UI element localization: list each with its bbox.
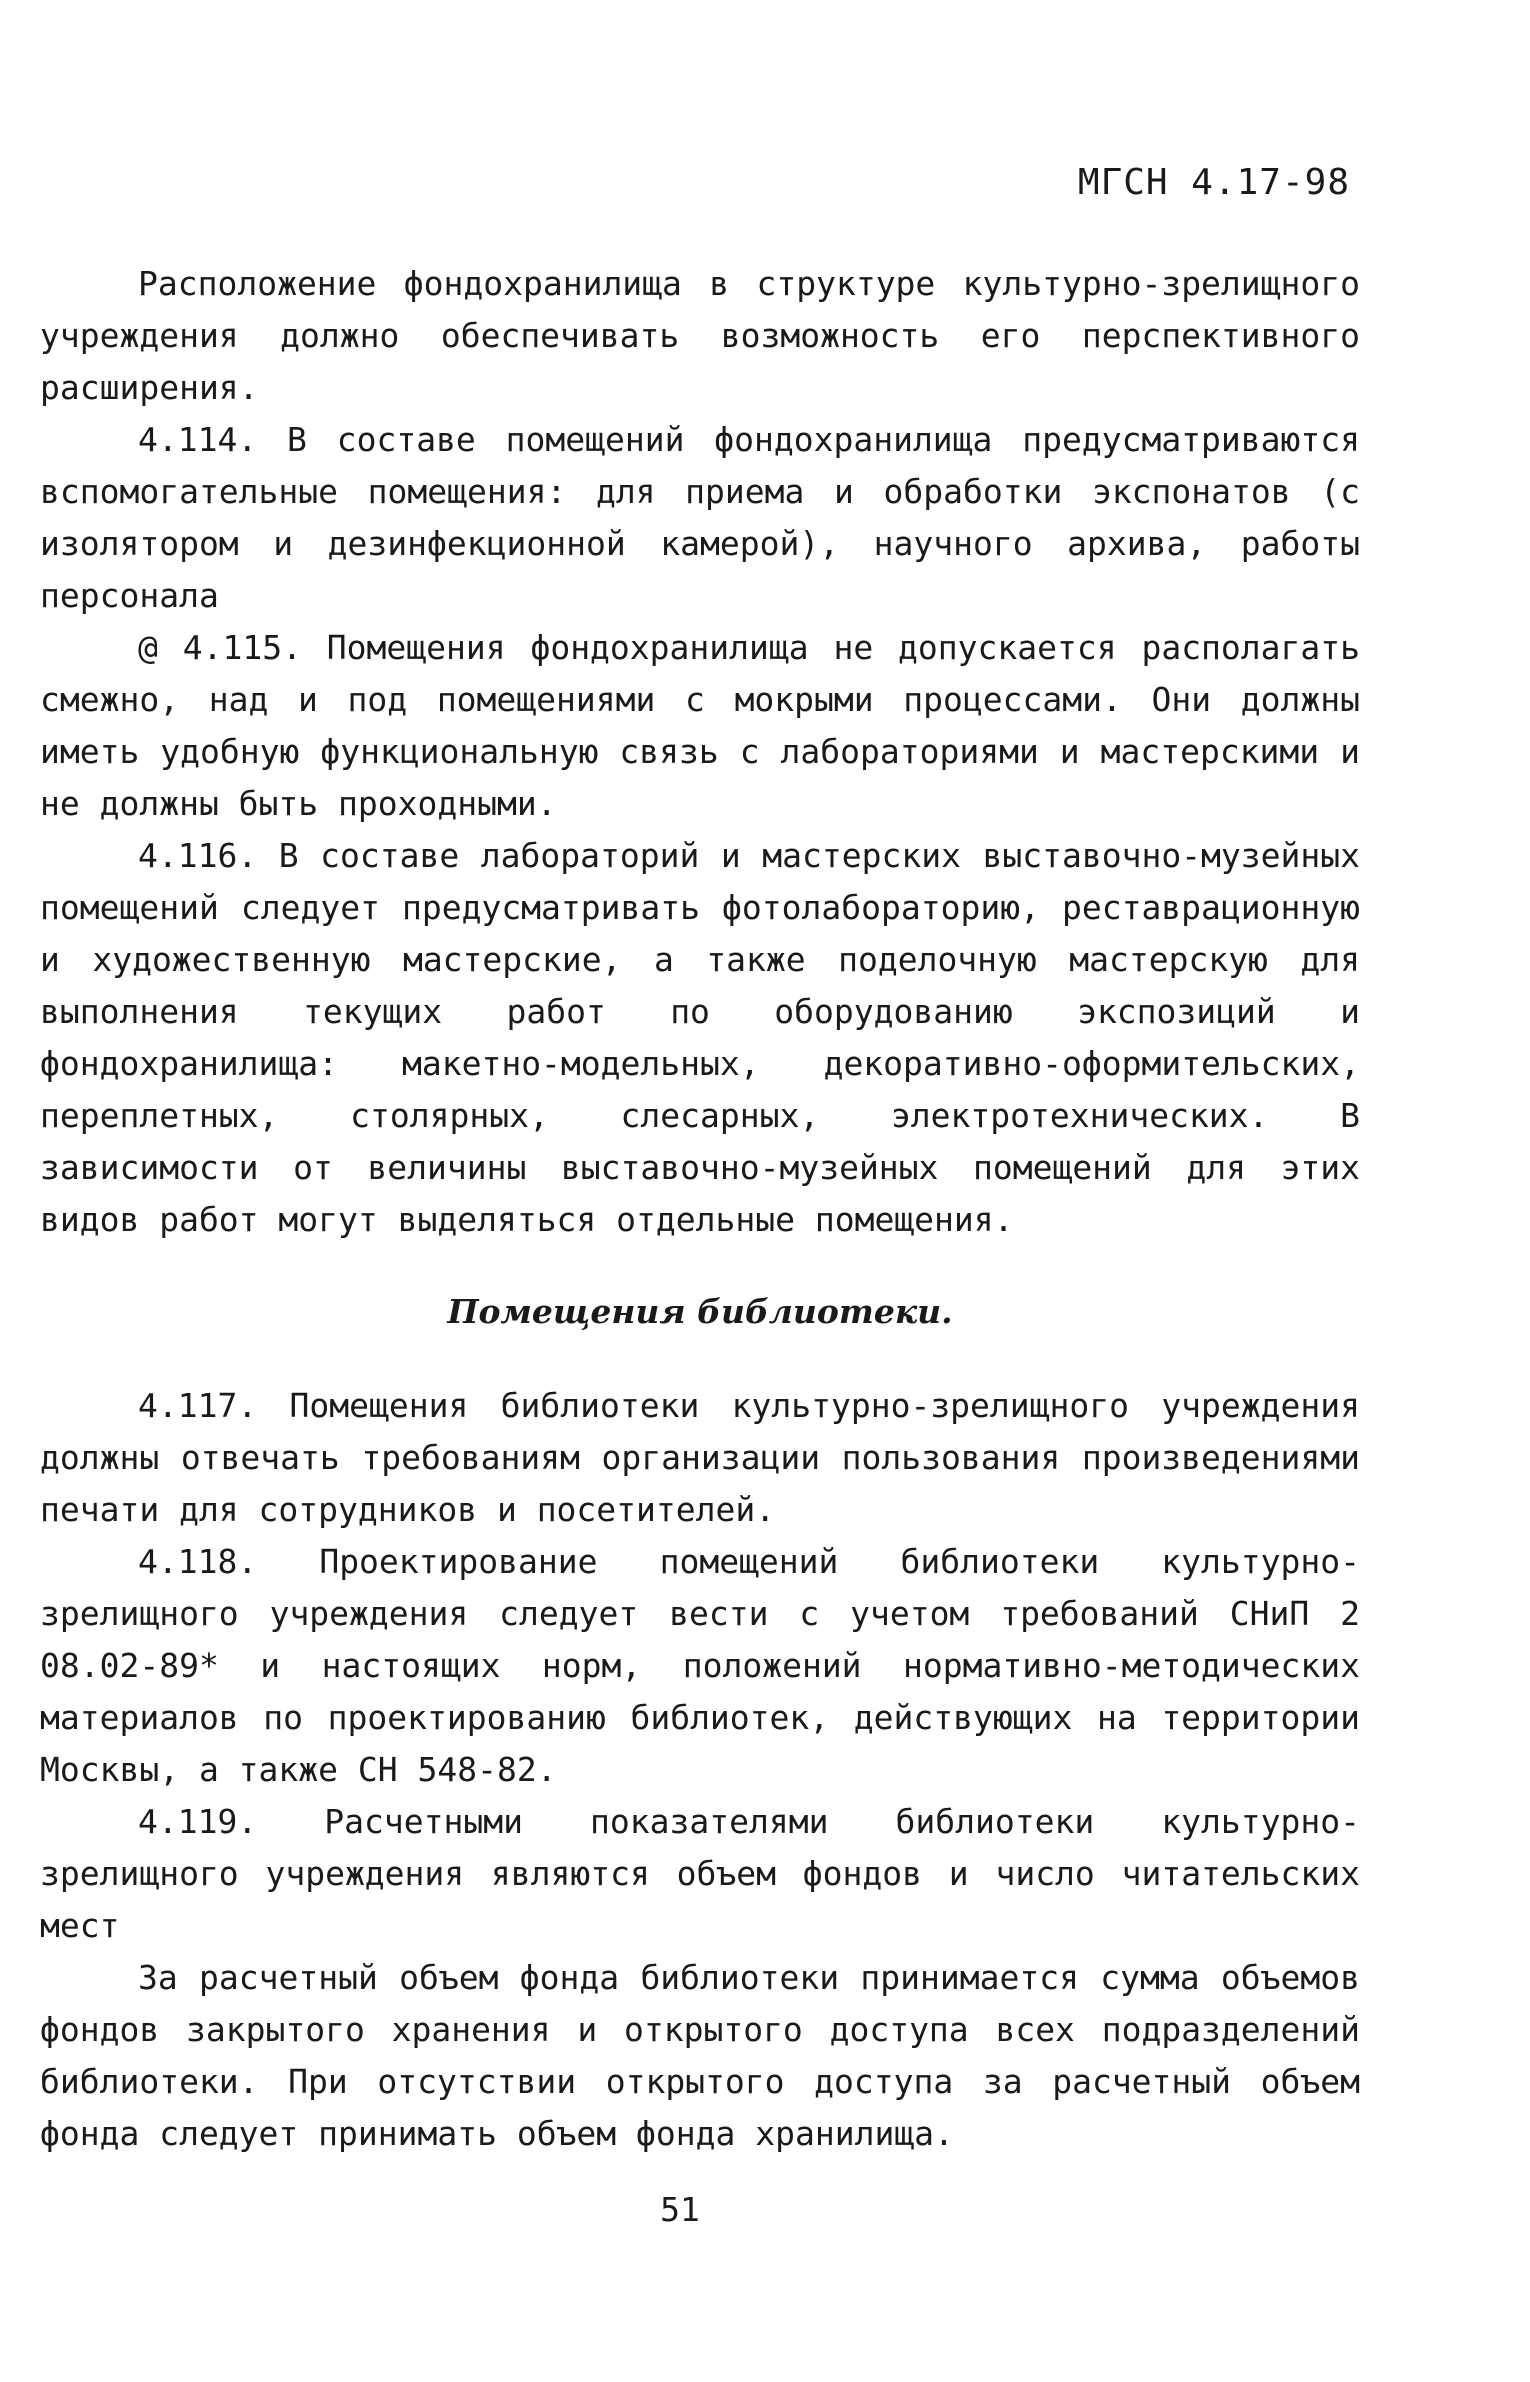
paragraph-storage-expansion: Расположение фондохранилища в структуре культурно-зрелищного учреждения должно обеспечивать возможность его перспективного расширения. [40, 264, 1360, 407]
paragraph-4-116: 4.116. В составе лабораторий и мастерских выставочно-музейных помещений следует предусматривать фотолабораторию, реставрационную и художественную мастерские, а также поделочную мастерскую для выполнения текущих работ по оборудованию экспозиций и фондохранилища: макетно-модельных, декоративно-оформительских, переплетных, столярных, слесарных, электротехнических. В зависимости от величины выставочно-музейных помещений для этих видов работ могут выделяться отдельные помещения. [40, 836, 1360, 1239]
section-heading: Помещения библиотеки. [447, 1292, 953, 1331]
paragraph-fund-volume: За расчетный объем фонда библиотеки принимается сумма объемов фондов закрытого хранения и открытого доступа всех подразделений библиотеки. При отсутствии открытого доступа за расчетный объем фонда следует принимать объем фонда хранилища. [40, 1958, 1360, 2153]
body-text [40, 258, 1360, 2160]
paragraph-4-119: 4.119. Расчетными показателями библиотеки культурно-зрелищного учреждения являются объем фондов и число читательских мест [40, 1802, 1360, 1945]
paragraph-4-117: 4.117. Помещения библиотеки культурно-зрелищного учреждения должны отвечать требованиям организации пользования произведениями печати для сотрудников и посетителей. [40, 1386, 1360, 1529]
paragraph-4-114: 4.114. В составе помещений фондохранилища предусматриваются вспомогательные помещения: для приема и обработки экспонатов (с изолятором и дезинфекционной камерой), научного архива, работы персонала [40, 420, 1360, 615]
page-number: 51 [660, 2190, 700, 2229]
paragraph-4-115: @ 4.115. Помещения фондохранилища не допускается располагать смежно, над и под помещениями с мокрыми процессами. Они должны иметь удобную функциональную связь с лабораториями и мастерскими и не должны быть проходными. [40, 628, 1360, 823]
paragraph-4-118: 4.118. Проектирование помещений библиотеки культурно-зрелищного учреждения следует вести с учетом требований СНиП 2 08.02-89* и настоящих норм, положений нормативно-методических материалов по проектированию библиотек, действующих на территории Москвы, а также СН 548-82. [40, 1542, 1360, 1789]
document-code: МГСН 4.17-98 [1077, 162, 1350, 203]
